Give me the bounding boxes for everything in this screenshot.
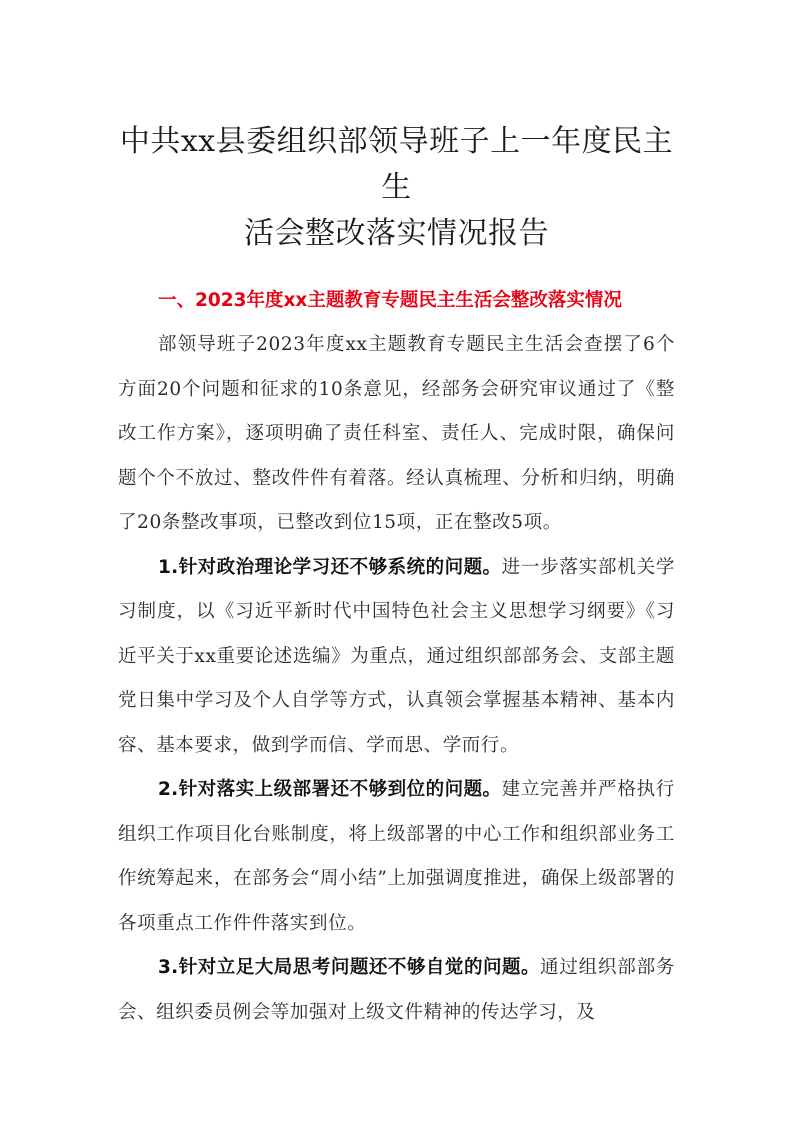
item-lead-2: 2.针对落实上级部署还不够到位的问题。	[158, 779, 502, 800]
item-body-2: 建立完善并严格执行组织工作项目化台账制度，将上级部署的中心工作和组织部业务工作统筹起来，在部务会“周小结”上加强调度推进，确保上级部署的各项重点工作件件落实到位。	[118, 779, 675, 934]
title-line-1: 中共xx县委组织部领导班子上一年度民主生	[119, 124, 674, 205]
item-lead-1: 1.针对政治理论学习还不够系统的问题。	[158, 556, 502, 578]
document-title	[118, 119, 675, 257]
intro-paragraph: 部领导班子2023年度xx主题教育专题民主生活会查摆了6个方面20个问题和征求的10条意见，经部务会研究审议通过了《整改工作方案》，逐项明确了责任科室、责任人、完成时限，确保问题个个不放过、整改件件有着落。经认真梳理、分析和归纳，明确了20条整改事项，已整改到位15项，正在整改5项。	[118, 334, 675, 533]
item-body-3: 通过组织部部务会、组织委员例会等加强对上级文件精神的传达学习，及	[118, 957, 676, 1023]
item-body-1: 进一步落实部机关学习制度，以《习近平新时代中国特色社会主义思想学习纲要》《习近平关于xx重要论述选编》为重点，通过组织部部务会、支部主题党日集中学习及个人自学等方式，认真领会掌握基本精神、基本内容、基本要求，做到学而信、学而思、学而行。	[118, 556, 675, 756]
item-lead-3: 3.针对立足大局思考问题还不够自觉的问题。	[158, 957, 541, 978]
item-paragraph-2	[118, 768, 675, 946]
section-heading-1: 一、2023年度xx主题教育专题民主生活会整改落实情况	[158, 290, 622, 311]
item-paragraph-1	[118, 546, 675, 769]
title-line-2: 活会整改落实情况报告	[244, 216, 549, 251]
item-paragraph-3	[118, 946, 675, 1035]
